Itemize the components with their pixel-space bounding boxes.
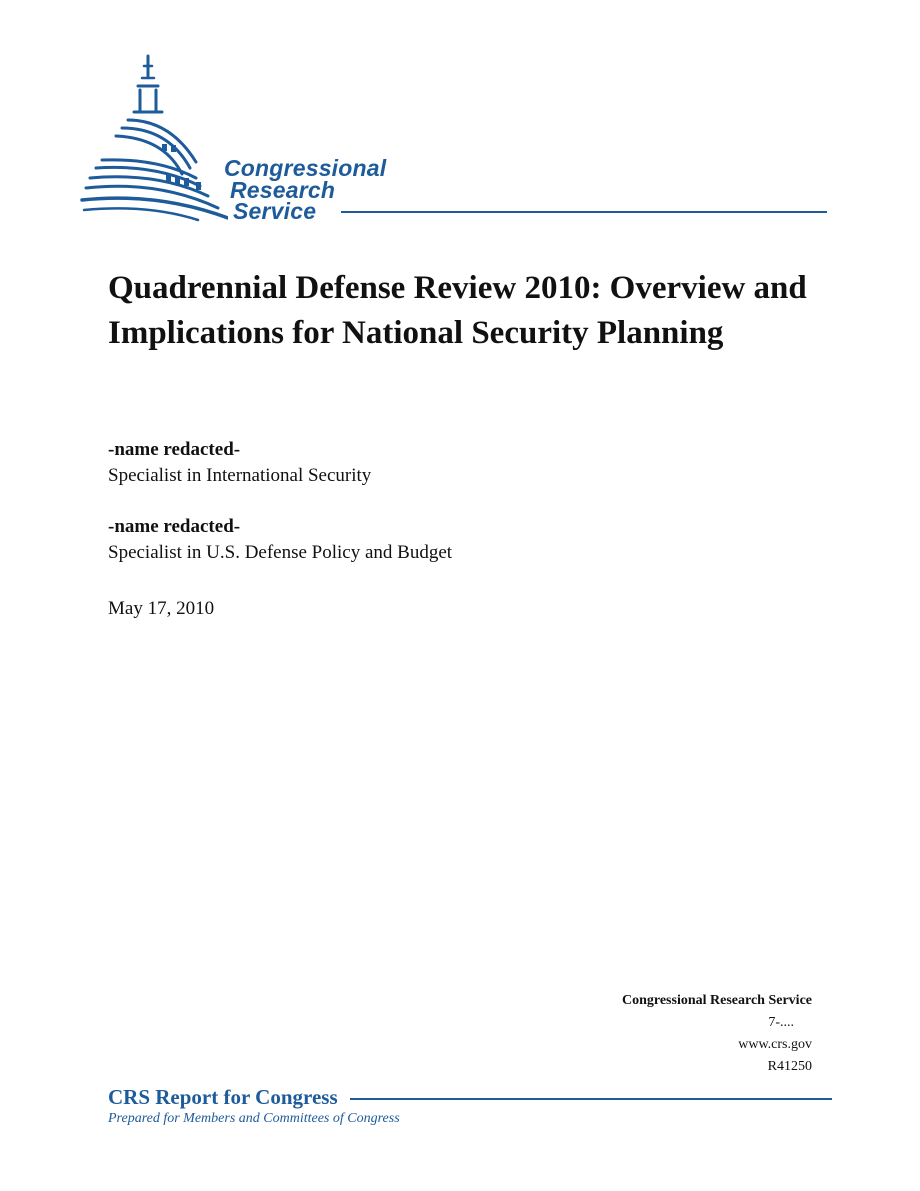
author-block [108,514,452,566]
service-name: Congressional Research Service [621,993,812,1008]
logo-text-research: Research [230,177,336,203]
logo-text-congressional: Congressional [224,155,387,181]
service-code: 7-.... [768,1015,794,1030]
author-name: -name redacted- [108,516,241,537]
author-role: Specialist in U.S. Defense Policy and Budget [108,542,453,563]
footer-rule [350,1098,832,1100]
capitol-dome-icon [78,50,228,230]
logo-text-service: Service [233,198,317,224]
report-date: May 17, 2010 [108,598,215,619]
crs-logo [78,50,838,230]
service-website[interactable]: www.crs.gov [738,1037,812,1052]
author-name: -name redacted- [108,439,241,460]
report-number: R41250 [767,1059,812,1074]
author-block [108,437,371,489]
author-role: Specialist in International Security [108,465,372,486]
footer-title: CRS Report for Congress [108,1085,342,1109]
service-info [622,990,812,1078]
logo-rule [341,211,827,213]
footer-subtitle: Prepared for Members and Committees of Congress [108,1111,400,1126]
report-title: Quadrennial Defense Review 2010: Overview and Implications for National Security Planning [108,270,807,351]
